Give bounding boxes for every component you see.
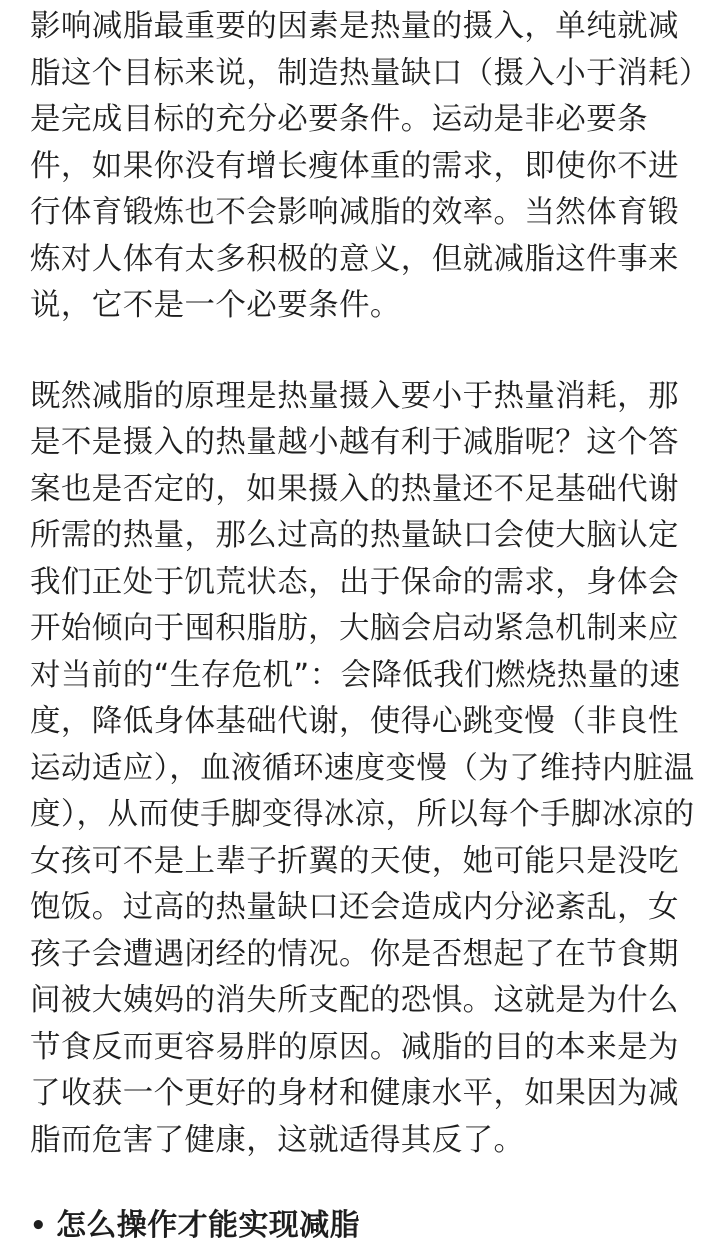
bullet-icon: • [30, 1211, 48, 1241]
paragraph-calorie-intake: 影响减脂最重要的因素是热量的摄入，单纯就减脂这个目标来说，制造热量缺口（摄入小于消耗）是完成目标的充分必要条件。运动是非必要条件，如果你没有增长瘦体重的需求，即使你不进行体育锻炼也不会影响减脂的效率。当然体育锻炼对人体有太多积极的意义，但就减脂这件事来说，它不是一个必要条件。 [30, 9, 695, 323]
article-body [30, 0, 702, 1248]
section-heading [30, 1204, 702, 1248]
section-heading-text: 怎么操作才能实现减脂 [56, 1208, 360, 1243]
paragraph-calorie-deficit: 既然减脂的原理是热量摄入要小于热量消耗，那是不是摄入的热量越小越有利于减脂呢？这个答案也是否定的，如果摄入的热量还不足基础代谢所需的热量，那么过高的热量缺口会使大脑认定我们正处于饥荒状态，出于保命的需求，身体会开始倾向于囤积脂肪，大脑会启动紧急机制来应对当前的“生存危机”：会降低我们燃烧热量的速度，降低身体基础代谢，使得心跳变慢（非良性运动适应），血液循环速度变慢（为了维持内脏温度），从而使手脚变得冰凉，所以每个手脚冰凉的女孩可不是上辈子折翼的天使，她可能只是没吃饱饭。过高的热量缺口还会造成内分泌紊乱，女孩子会遭遇闭经的情况。你是否想起了在节食期间被大姨妈的消失所支配的恐惧。这就是为什么节食反而更容易胖的原因。减脂的目的本来是为了收获一个更好的身材和健康水平，如果因为减脂而危害了健康，这就适得其反了。 [30, 378, 695, 1158]
